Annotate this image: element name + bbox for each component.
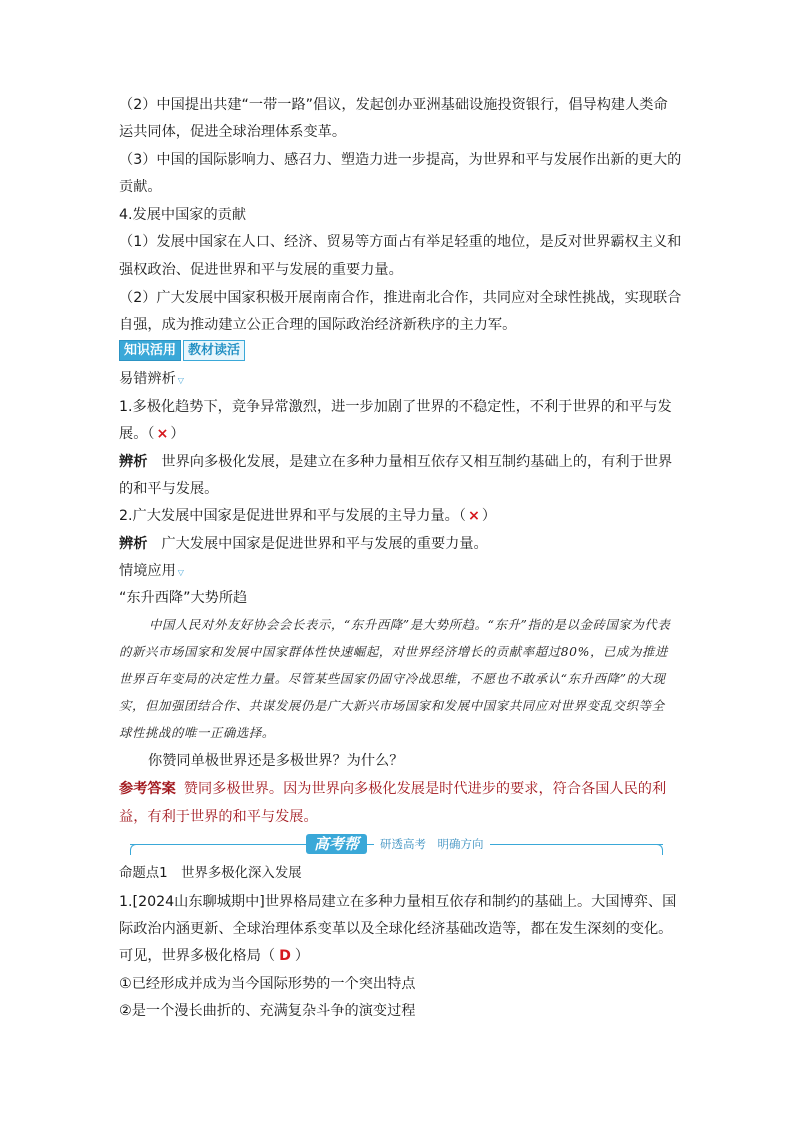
question-text: ） <box>170 426 185 442</box>
paragraph-line: 运共同体，促进全球治理体系变革。 <box>119 124 347 140</box>
paragraph-line: 强权政治、促进世界和平与发展的重要力量。 <box>119 262 403 278</box>
banner-badge: 高考帮 <box>306 834 367 854</box>
analysis-label: 辨析 <box>119 454 148 470</box>
banner-subtitle: 研透高考 明确方向 <box>374 836 490 852</box>
question-text: 展。（ <box>119 426 155 442</box>
option-line: ①已经形成并成为当今国际形势的一个突出特点 <box>119 976 416 992</box>
section-tags <box>119 340 245 361</box>
scenario-question: 你赞同单极世界还是多极世界？为什么？ <box>148 753 404 769</box>
analysis-line <box>119 452 672 472</box>
paragraph-line: （3）中国的国际影响力、感召力、塑造力进一步提高，为世界和平与发展作出新的更大的 <box>119 152 682 168</box>
exam-banner <box>130 834 663 856</box>
cross-mark-icon: × <box>156 426 169 442</box>
paragraph-line: 贡献。 <box>119 179 162 195</box>
banner-corner-left <box>130 844 141 855</box>
tag-knowledge-use: 知识活用 <box>119 340 181 361</box>
analysis-text: 世界向多极化发展，是建立在多种力量相互依存又相互制约基础上的，有利于世界 <box>161 454 673 470</box>
paragraph-line: （2）中国提出共建“一带一路”倡议，发起创办亚洲基础设施投资银行，倡导构建人类命 <box>119 97 668 113</box>
triangle-down-icon: ▽ <box>177 376 184 385</box>
analysis-line <box>119 534 488 554</box>
exam-question-line: 际政治内涵更新、全球治理体系变革以及全球化经济基础改造等，都在发生深刻的变化。 <box>119 921 673 937</box>
banner-corner-right <box>652 844 663 855</box>
section-heading: 4.发展中国家的贡献 <box>119 207 247 223</box>
quiz-title: 易错辨析 <box>119 371 176 387</box>
exam-question-text: ） <box>294 948 310 964</box>
exam-answer: D <box>279 948 291 964</box>
analysis-label: 辨析 <box>119 536 148 552</box>
tag-textbook-reading: 教材读活 <box>183 340 245 361</box>
question-line: 1.多极化趋势下，竞争异常激烈，进一步加剧了世界的不稳定性，不利于世界的和平与发 <box>119 399 672 415</box>
answer-label: 参考答案 <box>119 781 176 797</box>
cross-mark-icon: × <box>467 508 480 524</box>
question-line <box>119 506 496 526</box>
exam-question-line: 1.[2024山东聊城期中]世界格局建立在多种力量相互依存和制约的基础上。大国博弈、国 <box>119 894 677 910</box>
reference-answer <box>119 775 675 831</box>
scenario-subtitle: “东升西降”大势所趋 <box>119 590 248 606</box>
paragraph-line: 自强，成为推动建立公正合理的国际政治经济新秩序的主力军。 <box>119 317 517 333</box>
question-line <box>119 424 185 444</box>
paragraph-line: （2）广大发展中国家积极开展南南合作，推进南北合作，共同应对全球性挑战，实现联合 <box>119 290 682 306</box>
paragraph-line: （1）发展中国家在人口、经济、贸易等方面占有举足轻重的地位，是反对世界霸权主义和 <box>119 234 682 250</box>
analysis-line: 的和平与发展。 <box>119 481 219 497</box>
triangle-down-icon: ▽ <box>177 568 184 577</box>
subsection-title <box>119 561 184 583</box>
answer-text: 赞同多极世界。因为世界向多极化发展是时代进步的要求，符合各国人民的利益，有利于世界的和平与发展。 <box>119 781 667 825</box>
question-text: ） <box>481 508 497 524</box>
exam-question-line <box>119 946 309 966</box>
option-line: ②是一个漫长曲折的、充满复杂斗争的演变过程 <box>119 1003 416 1019</box>
subsection-title <box>119 369 184 391</box>
exam-question-text: 可见，世界多极化格局（ <box>119 948 276 964</box>
topic-heading: 命题点1 世界多极化深入发展 <box>119 866 302 881</box>
scenario-quote: 中国人民对外友好协会会长表示，“东升西降”是大势所趋。“东升”指的是以金砖国家为代表的新兴市场国家和发展中国家群体性快速崛起，对世界经济增长的贡献率超过80%，已成为推进世界百年变局的决定性力量。尽管某些国家仍固守冷战思维，不愿也不敢承认“东升西降”的大现实，但加强团结合作、共谋发展仍是广大新兴市场国家和发展中国家共同应对世界变乱交织等全球性挑战的唯一正确选择。 <box>119 617 671 740</box>
question-text: 2.广大发展中国家是促进世界和平与发展的主导力量。（ <box>119 508 466 524</box>
scenario-title: 情境应用 <box>119 563 176 579</box>
analysis-text: 广大发展中国家是促进世界和平与发展的重要力量。 <box>161 536 488 552</box>
